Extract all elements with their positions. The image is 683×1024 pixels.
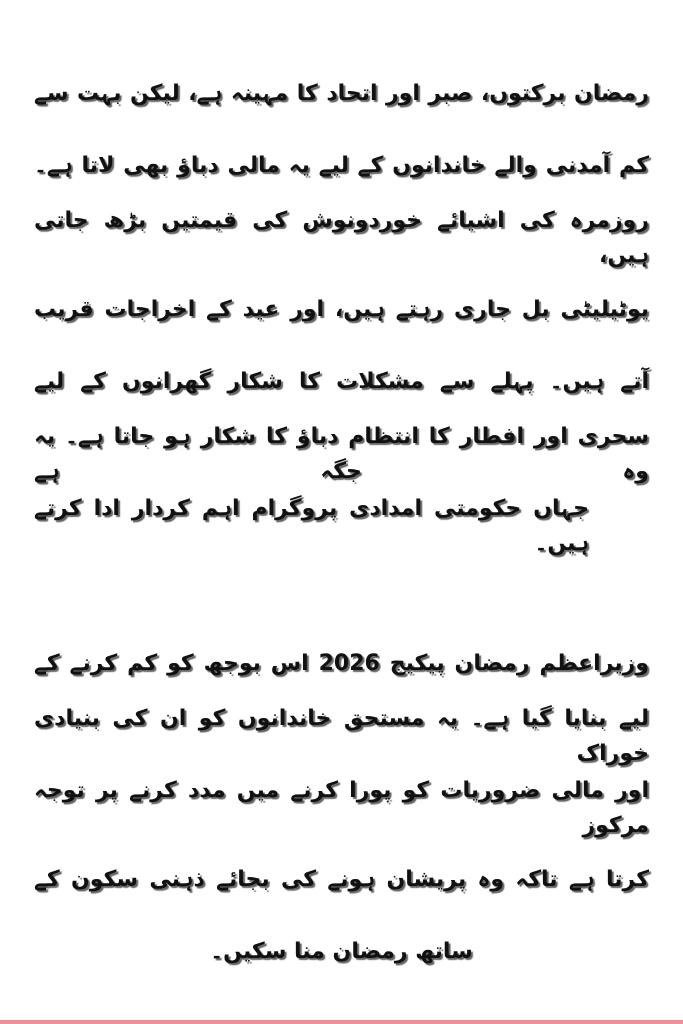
text-line: سحری اور افطار کا انتظام دباؤ کا شکار ہو جاتا ہے۔ یہ وہ جگہ ہے	[34, 423, 649, 484]
text-line: اور مالی ضروریات کو پورا کرنے میں مدد کرنے پر توجہ مرکوز	[34, 777, 649, 838]
text-line: آتے ہیں۔ پہلے سے مشکلات کا شکار گھرانوں کے لیے	[34, 369, 649, 395]
text-line-wrapper	[34, 700, 649, 772]
text-line-wrapper	[34, 274, 649, 346]
paragraph-ramadan-pressure	[34, 58, 649, 562]
text-line: کرتا ہے تاکہ وہ پریشان ہونے کی بجائے ذہنی سکون کے	[34, 867, 649, 893]
text-line: جہاں حکومتی امدادی پروگرام اہم کردار ادا کرتے ہیں۔	[34, 495, 589, 556]
text-line: ساتھ رمضان منا سکیں۔	[210, 939, 473, 965]
text-line-wrapper	[34, 58, 649, 130]
text-line-wrapper	[34, 490, 649, 562]
bottom-divider	[0, 1020, 683, 1024]
text-line-wrapper	[34, 772, 649, 844]
text-line-wrapper	[34, 418, 649, 490]
text-line: وزیراعظم رمضان پیکیج 2026 اس بوجھ کو کم کرنے کے	[34, 651, 649, 677]
text-line-wrapper	[34, 130, 649, 202]
text-line: کم آمدنی والے خاندانوں کے لیے یہ مالی دباؤ بھی لاتا ہے۔	[34, 153, 649, 179]
text-line: روزمرہ کی اشیائے خوردونوش کی قیمتیں بڑھ جاتی ہیں،	[34, 207, 649, 268]
paragraph-ramadan-package	[34, 628, 649, 988]
text-line-wrapper	[34, 346, 649, 418]
text-line: رمضان برکتوں، صبر اور اتحاد کا مہینہ ہے، لیکن بہت سے	[34, 81, 649, 107]
text-line-wrapper	[34, 916, 649, 988]
text-line-wrapper	[34, 844, 649, 916]
text-line-wrapper	[34, 628, 649, 700]
text-line: یوٹیلیٹی بل جاری رہتے ہیں، اور عید کے اخراجات قریب	[34, 297, 649, 323]
text-line: لیے بنایا گیا ہے۔ یہ مستحق خاندانوں کو ان کی بنیادی خوراک	[34, 705, 649, 766]
text-line-wrapper	[34, 202, 649, 274]
